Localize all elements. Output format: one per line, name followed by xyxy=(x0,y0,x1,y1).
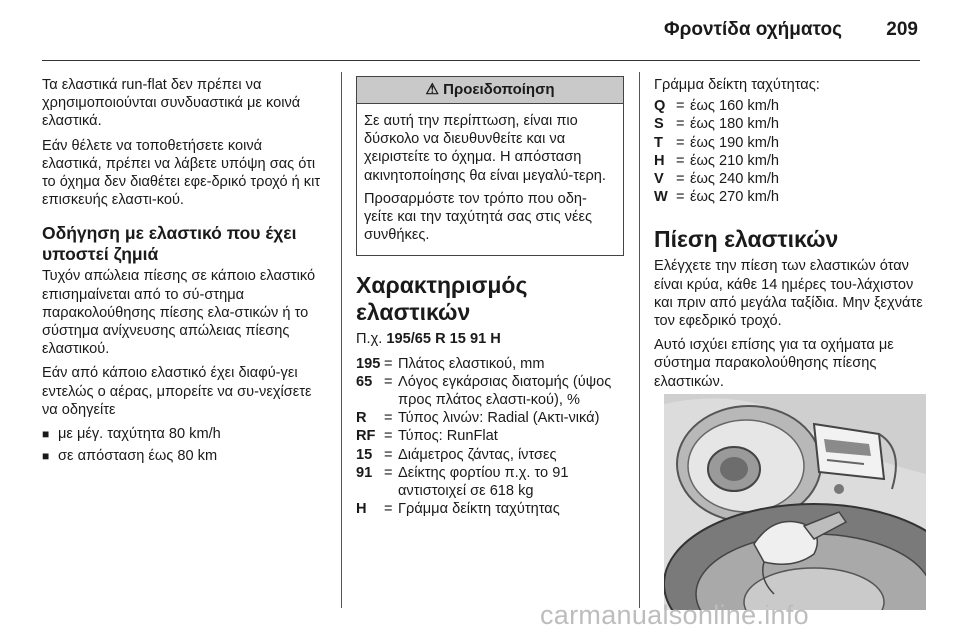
warning-text-1: Σε αυτή την περίπτωση, είναι πιο δύσκολο να διευθυνθείτε και να χειριστείτε το όχημα. Η απόσταση ακινητοποίησης θα είναι μεγαλύ-τερη. xyxy=(364,113,606,184)
tyre-pressure-illustration xyxy=(664,394,926,610)
definition-row xyxy=(356,409,632,427)
column-divider-1 xyxy=(341,72,342,608)
speed-letter: W xyxy=(654,189,668,206)
speed-value: έως 240 km/h xyxy=(690,171,780,188)
equals-sign: = xyxy=(384,464,393,481)
equals-sign: = xyxy=(384,373,393,390)
speed-letter: Q xyxy=(654,98,666,115)
speed-row xyxy=(654,134,926,152)
speed-row xyxy=(654,97,926,115)
speed-letter: S xyxy=(654,116,664,133)
definition-value: Τύπος: RunFlat xyxy=(398,428,498,445)
equals-sign: = xyxy=(676,116,685,133)
speed-value: έως 180 km/h xyxy=(690,116,780,133)
bullet-text: με μέγ. ταχύτητα 80 km/h xyxy=(58,426,221,443)
speed-row xyxy=(654,152,926,170)
speed-value: έως 210 km/h xyxy=(690,152,780,169)
definition-key: 15 xyxy=(356,446,373,463)
example-code: 195/65 R 15 91 H xyxy=(386,331,501,348)
warning-text-2: Προσαρμόστε τον τρόπο που οδη-γείτε και την ταχύτητά σας στις νέες συνθήκες. xyxy=(364,190,592,244)
bullet-text: σε απόσταση έως 80 km xyxy=(58,448,218,465)
equals-sign: = xyxy=(676,171,685,188)
warning-body xyxy=(357,104,623,255)
bullet-item xyxy=(42,425,324,443)
definition-row xyxy=(356,500,632,518)
definition-row xyxy=(356,464,632,500)
speed-value: έως 270 km/h xyxy=(690,189,780,206)
speed-row xyxy=(654,170,926,188)
watermark: carmanualsonline.info xyxy=(540,600,809,630)
equals-sign: = xyxy=(676,134,685,151)
equals-sign: = xyxy=(384,446,393,463)
equals-sign: = xyxy=(676,152,685,169)
heading-tyre-pressure: Πίεση ελαστικών xyxy=(654,226,839,253)
paragraph-monitoring-system: Αυτό ισχύει επίσης για τα οχήματα με σύστημα παρακολούθησης πίεσης ελαστικών. xyxy=(654,337,894,390)
header-title: Φροντίδα οχήματος xyxy=(664,19,842,40)
speed-index-intro: Γράμμα δείκτη ταχύτητας: xyxy=(654,77,820,93)
heading-damaged-tyre: Οδήγηση με ελαστικό που έχει υποστεί ζημιά xyxy=(42,223,297,265)
equals-sign: = xyxy=(384,428,393,445)
warning-icon: ⚠ xyxy=(425,81,439,98)
example-prefix: Π.χ. xyxy=(356,331,383,348)
speed-row xyxy=(654,188,926,206)
example-line xyxy=(356,330,632,348)
bullet-mark: ■ xyxy=(42,427,50,442)
warning-header xyxy=(357,77,623,104)
heading-tyre-designation: Χαρακτηρισμός ελαστικών xyxy=(356,272,528,326)
bullet-mark: ■ xyxy=(42,449,50,464)
paragraph-pressure-loss: Τυχόν απώλεια πίεσης σε κάποιο ελαστικό επισημαίνεται από το σύ-στημα παρακολούθησης πίεσης ελα-στικών ή το σύστημα ανίχνευσης απώλειας πίεσης ελαστικού. xyxy=(42,268,316,358)
equals-sign: = xyxy=(384,410,393,427)
equals-sign: = xyxy=(384,501,393,518)
definition-key: 195 xyxy=(356,355,381,372)
definition-key: 91 xyxy=(356,464,373,481)
definition-key: R xyxy=(356,410,367,427)
column-2 xyxy=(356,76,632,518)
page-number: 209 xyxy=(886,19,918,40)
header-divider xyxy=(42,60,920,61)
illustration-svg xyxy=(664,394,926,610)
paragraph-runflat-mix: Τα ελαστικά run-flat δεν πρέπει να χρησιμοποιούνται συνδυαστικά με κοινά ελαστικά. xyxy=(42,77,301,130)
warning-title: Προειδοποίηση xyxy=(443,81,555,98)
page-header xyxy=(0,0,960,60)
paragraph-check-pressure: Ελέγχετε την πίεση των ελαστικών όταν είναι κρύα, κάθε 14 ημέρες του-λάχιστον και πριν από μεγάλα ταξίδια. Μην ξεχνάτε τον εφεδρικό τροχό. xyxy=(654,258,923,330)
definition-row xyxy=(356,427,632,445)
column-3 xyxy=(654,76,926,397)
speed-value: έως 190 km/h xyxy=(690,134,780,151)
equals-sign: = xyxy=(676,98,685,115)
definition-key: RF xyxy=(356,428,376,445)
definition-value: Πλάτος ελαστικού, mm xyxy=(398,355,545,372)
warning-box xyxy=(356,76,624,256)
equals-sign: = xyxy=(384,355,393,372)
definition-value: Δείκτης φορτίου π.χ. το 91 αντιστοιχεί σε 618 kg xyxy=(398,464,569,500)
definition-key: H xyxy=(356,501,367,518)
definition-value: Τύπος λινών: Radial (Ακτι-νικά) xyxy=(398,410,600,427)
definition-key: 65 xyxy=(356,373,373,390)
speed-row xyxy=(654,115,926,133)
speed-value: έως 160 km/h xyxy=(690,98,780,115)
bullet-item xyxy=(42,447,324,465)
column-1 xyxy=(42,76,324,469)
definition-value: Γράμμα δείκτη ταχύτητας xyxy=(398,501,560,518)
column-divider-2 xyxy=(639,72,640,608)
speed-letter: V xyxy=(654,171,664,188)
definition-value: Διάμετρος ζάντας, ίντσες xyxy=(398,446,557,463)
definition-row xyxy=(356,355,632,373)
definition-value: Λόγος εγκάρσιας διατομής (ύψος προς πλάτος ελαστι-κού), % xyxy=(398,373,612,409)
speed-letter: H xyxy=(654,152,665,169)
definition-row xyxy=(356,373,632,409)
equals-sign: = xyxy=(676,189,685,206)
speed-letter: T xyxy=(654,134,663,151)
paragraph-deflated: Εάν από κάποιο ελαστικό έχει διαφύ-γει εντελώς ο αέρας, μπορείτε να συ-νεχίσετε να οδηγείτε xyxy=(42,365,312,418)
paragraph-normal-tyres: Εάν θέλετε να τοποθετήσετε κοινά ελαστικά, πρέπει να λάβετε υπόψη σας ότι το όχημα δεν διαθέτει εφε-δρικό τροχό ή κιτ επισκευής ελαστι-κού. xyxy=(42,137,321,209)
definition-row xyxy=(356,446,632,464)
